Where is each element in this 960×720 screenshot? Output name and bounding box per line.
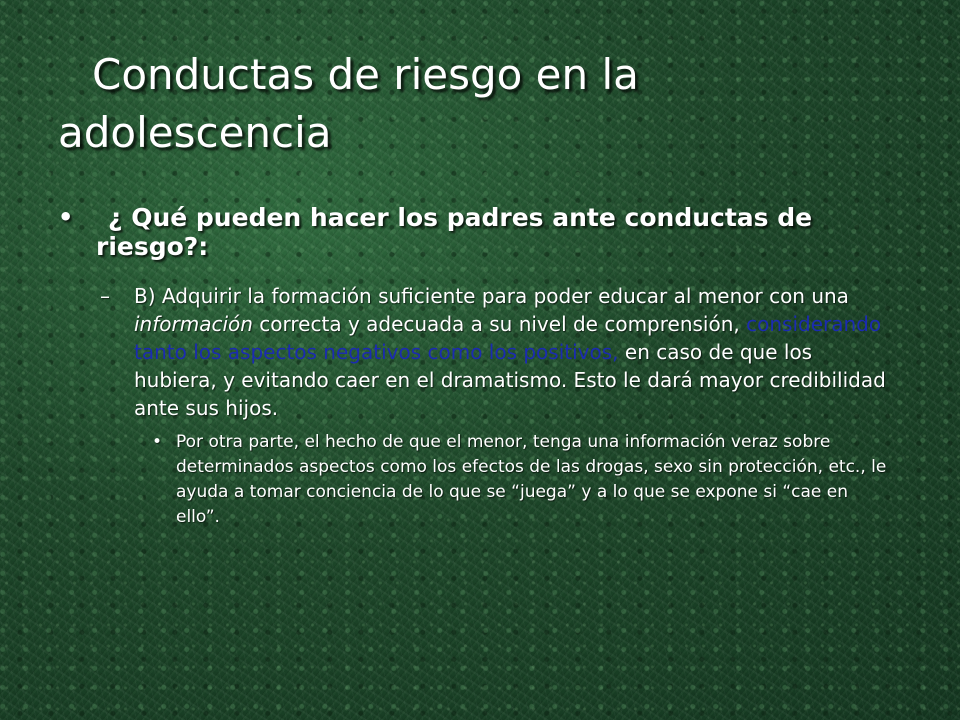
bullet-dot-small-icon: • [152,432,163,452]
paragraph-text-c: en caso de que los hubiera, y evitando caer en el dramatismo. Esto le dará mayor credibilidad ante sus hijos. [134,340,886,420]
slide-title: Conductas de riesgo en la adolescencia [58,50,639,157]
paragraph-italic-word: información [134,312,253,336]
bullet-level-3 [152,430,892,530]
bullet-level-2 [100,282,900,422]
paragraph-text-a: Adquirir la formación suficiente para poder educar al menor con una [161,284,849,308]
item-prefix: B) [134,284,156,308]
dash-bullet-icon: – [100,284,110,308]
paragraph-text-b: correcta y adecuada a su nivel de comprensión, [259,312,740,336]
bullet-level-3-text: Por otra parte, el hecho de que el menor, tenga una información veraz sobre determinados aspectos como los efectos de las drogas, sexo sin protección, etc., le ayuda a tomar conciencia de lo que se “juega” y a lo que se expone si “cae en ello”. [176,432,887,527]
bullet-dot-icon: • [58,203,74,231]
bullet-level-1-text: ¿ Qué pueden hacer los padres ante conductas de riesgo?: [96,203,813,261]
paragraph-highlight: considerando tanto los aspectos negativos como los positivos, [134,312,882,364]
bullet-level-1 [58,203,908,261]
